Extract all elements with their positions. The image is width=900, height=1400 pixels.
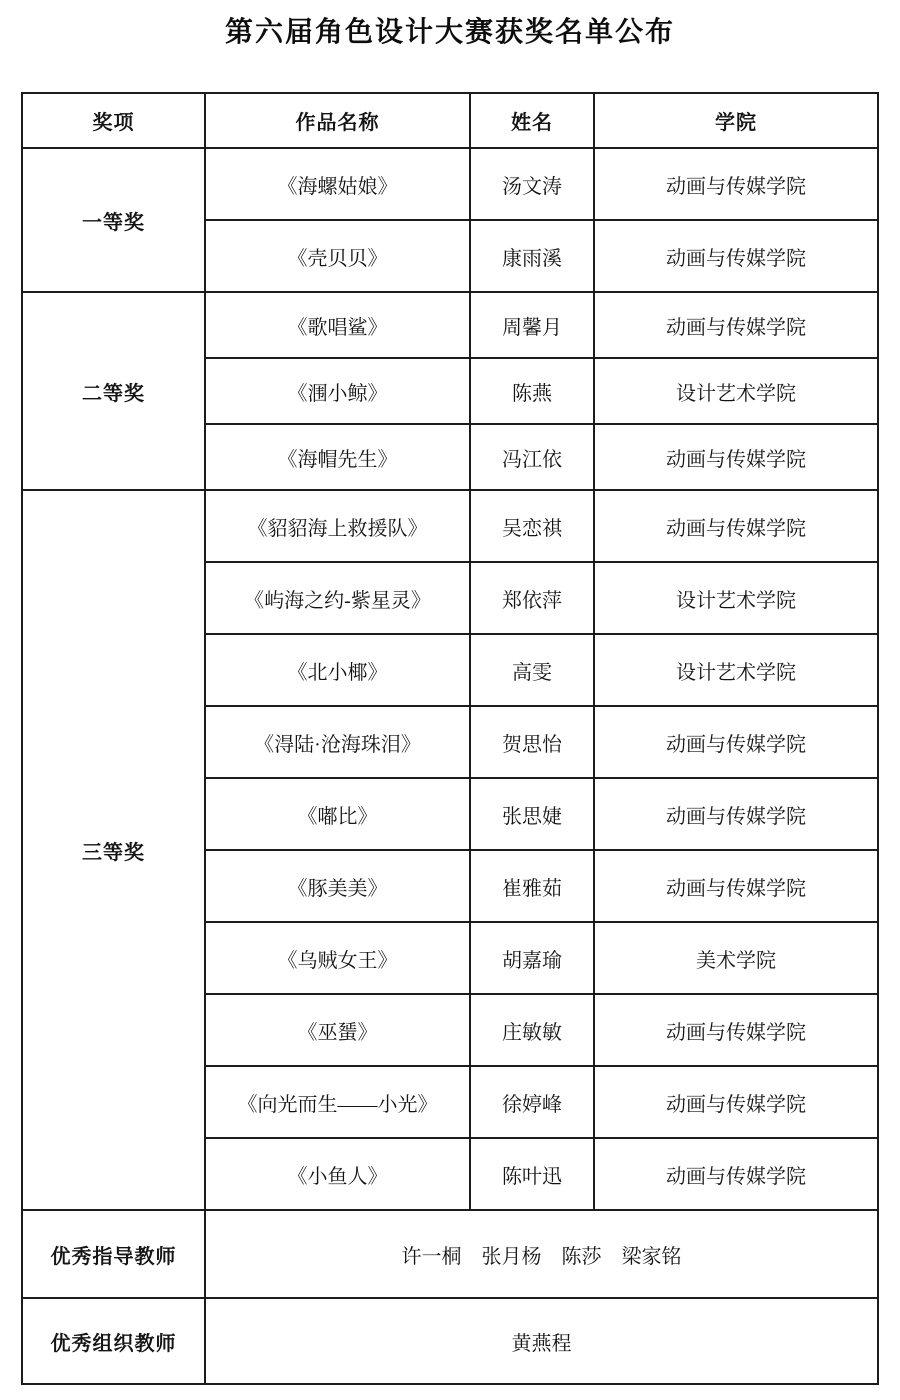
col-header-award: 奖项 — [22, 93, 205, 148]
college-cell: 动画与传媒学院 — [594, 706, 878, 778]
work-cell: 《海帽先生》 — [205, 424, 470, 490]
table-row — [22, 1298, 878, 1384]
college-cell: 动画与传媒学院 — [594, 424, 878, 490]
college-cell: 动画与传媒学院 — [594, 778, 878, 850]
name-cell: 汤文涛 — [470, 148, 594, 220]
work-cell: 《巫蜑》 — [205, 994, 470, 1066]
col-header-work: 作品名称 — [205, 93, 470, 148]
work-cell: 《北小椰》 — [205, 634, 470, 706]
work-cell: 《壳贝贝》 — [205, 220, 470, 292]
college-cell: 设计艺术学院 — [594, 562, 878, 634]
work-cell: 《向光而生——小光》 — [205, 1066, 470, 1138]
col-header-college: 学院 — [594, 93, 878, 148]
advisor-teachers-label: 优秀指导教师 — [22, 1210, 205, 1298]
advisor-teachers-names: 许一桐 张月杨 陈莎 梁家铭 — [205, 1210, 878, 1298]
college-cell: 美术学院 — [594, 922, 878, 994]
name-cell: 康雨溪 — [470, 220, 594, 292]
work-cell: 《豚美美》 — [205, 850, 470, 922]
name-cell: 陈叶迅 — [470, 1138, 594, 1210]
award-cell-first-prize: 一等奖 — [22, 148, 205, 292]
name-cell: 冯江依 — [470, 424, 594, 490]
name-cell: 吴恋祺 — [470, 490, 594, 562]
awards-table — [21, 92, 879, 1385]
name-cell: 胡嘉瑜 — [470, 922, 594, 994]
college-cell: 设计艺术学院 — [594, 358, 878, 424]
college-cell: 动画与传媒学院 — [594, 1066, 878, 1138]
work-cell: 《乌贼女王》 — [205, 922, 470, 994]
work-cell: 《海螺姑娘》 — [205, 148, 470, 220]
college-cell: 动画与传媒学院 — [594, 1138, 878, 1210]
college-cell: 设计艺术学院 — [594, 634, 878, 706]
table-row — [22, 292, 878, 358]
page-title: 第六届角色设计大赛获奖名单公布 — [224, 17, 675, 48]
name-cell: 陈燕 — [470, 358, 594, 424]
college-cell: 动画与传媒学院 — [594, 994, 878, 1066]
table-header-row — [22, 93, 878, 148]
table-row — [22, 148, 878, 220]
table-row — [22, 1210, 878, 1298]
name-cell: 高雯 — [470, 634, 594, 706]
name-cell: 郑依萍 — [470, 562, 594, 634]
name-cell: 庄敏敏 — [470, 994, 594, 1066]
award-cell-second-prize: 二等奖 — [22, 292, 205, 490]
work-cell: 《嘟比》 — [205, 778, 470, 850]
college-cell: 动画与传媒学院 — [594, 292, 878, 358]
name-cell: 周馨月 — [470, 292, 594, 358]
name-cell: 崔雅茹 — [470, 850, 594, 922]
work-cell: 《小鱼人》 — [205, 1138, 470, 1210]
organizer-teacher-label: 优秀组织教师 — [22, 1298, 205, 1384]
college-cell: 动画与传媒学院 — [594, 490, 878, 562]
name-cell: 徐婷峰 — [470, 1066, 594, 1138]
work-cell: 《涠小鲸》 — [205, 358, 470, 424]
work-cell: 《屿海之约-紫星灵》 — [205, 562, 470, 634]
work-cell: 《淂陆·沧海珠泪》 — [205, 706, 470, 778]
work-cell: 《貂貂海上救援队》 — [205, 490, 470, 562]
award-cell-third-prize: 三等奖 — [22, 490, 205, 1210]
col-header-name: 姓名 — [470, 93, 594, 148]
organizer-teacher-name: 黄燕程 — [205, 1298, 878, 1384]
college-cell: 动画与传媒学院 — [594, 850, 878, 922]
college-cell: 动画与传媒学院 — [594, 220, 878, 292]
college-cell: 动画与传媒学院 — [594, 148, 878, 220]
table-row — [22, 490, 878, 562]
name-cell: 贺思怡 — [470, 706, 594, 778]
name-cell: 张思婕 — [470, 778, 594, 850]
work-cell: 《歌唱鲨》 — [205, 292, 470, 358]
